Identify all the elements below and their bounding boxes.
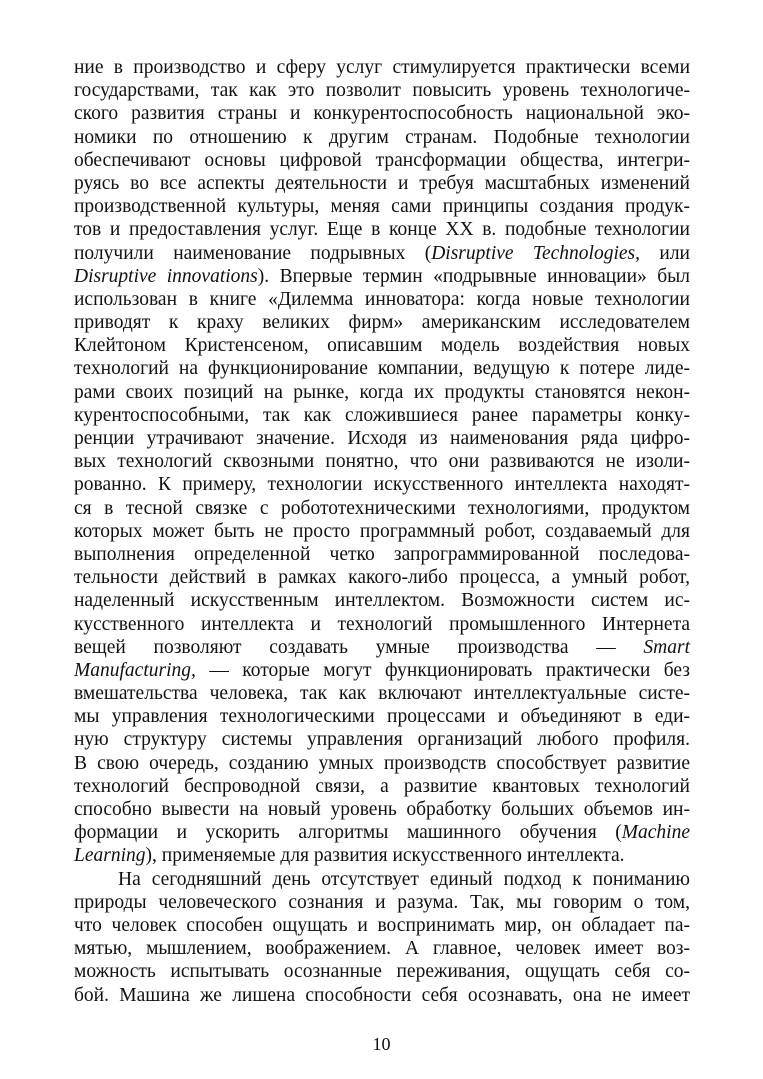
text-line: мы управления технологическими процессами и объединяют в еди- — [74, 706, 690, 728]
text-line: которых может быть не просто программный робот, создаваемый для — [74, 520, 690, 542]
text-line: вых технологий сквозными понятно, что они развиваются не изоли- — [74, 451, 690, 473]
text-line: что человек способен ощущать и воспринимать мир, он обладает па- — [74, 914, 690, 936]
text-line: Disruptive innovations). Впервые термин «подрывные инновации» был — [74, 265, 690, 287]
text-line: обеспечивают основы цифровой трансформации общества, интегри- — [74, 149, 690, 171]
text-line: вещей позволяют создавать умные производства — Smart — [74, 636, 690, 658]
text-line: вмешательства человека, так как включают интеллектуальные систе- — [74, 683, 690, 705]
text-line: производственной культуры, меняя сами принципы создания продук- — [74, 196, 690, 218]
text-line: получили наименование подрывных (Disruptive Technologies, или — [74, 242, 690, 264]
text-line: наделенный искусственным интеллектом. Возможности систем ис- — [74, 590, 690, 612]
text-line: номики по отношению к другим странам. Подобные технологии — [74, 126, 690, 148]
text-line: кусственного интеллекта и технологий промышленного Интернета — [74, 613, 690, 635]
text-line: технологий беспроводной связи, а развитие квантовых технологий — [74, 775, 690, 797]
text-line: способно вывести на новый уровень обработку больших объемов ин- — [74, 799, 690, 820]
text-line: ся в тесной связке с робототехническими технологиями, продуктом — [74, 497, 690, 519]
text-line: мятью, мышлением, воображением. А главное, человек имеет воз- — [74, 938, 690, 960]
paragraph-1 — [74, 56, 690, 868]
text-line: формации и ускорить алгоритмы машинного обучения (Machine — [74, 822, 690, 844]
page-body — [74, 56, 690, 1007]
text-line: тов и предоставления услуг. Еще в конце XX в. подобные технологии — [74, 219, 690, 241]
text-line: Клейтоном Кристенсеном, описавшим модель воздействия новых — [74, 335, 690, 357]
text-line: можность испытывать осознанные переживания, ощущать себя со- — [74, 961, 690, 983]
text-line: В свою очередь, созданию умных производств способствует развитие — [74, 752, 690, 774]
text-line: ренции утрачивают значение. Исходя из наименования ряда цифро- — [74, 428, 690, 449]
text-line: технологий на функционирование компании, ведущую к потере лиде- — [74, 358, 690, 380]
text-line: Learning), применяемые для развития искусственного интеллекта. — [74, 845, 625, 867]
text-line: выполнения определенной четко запрограммированной последова- — [74, 543, 690, 565]
page-number: 10 — [372, 1034, 391, 1054]
text-line: курентоспособными, так как сложившиеся ранее параметры конку- — [74, 404, 690, 426]
text-line: На сегодняшний день отсутствует единый подход к пониманию — [118, 868, 690, 890]
text-line: Manufacturing, — которые могут функционировать практически без — [74, 659, 690, 681]
text-line: руясь во все аспекты деятельности и требуя масштабных изменений — [74, 172, 690, 194]
text-line: природы человеческого сознания и разума. Так, мы говорим о том, — [74, 891, 690, 913]
text-line: рованно. К примеру, технологии искусственного интеллекта находят- — [74, 474, 690, 496]
text-line: использован в книге «Дилемма инноватора: когда новые технологии — [74, 288, 690, 310]
text-line: бой. Машина же лишена способности себя осознавать, она не имеет — [74, 984, 690, 1006]
text-line: приводят к краху великих фирм» американским исследователем — [74, 312, 690, 334]
paragraph-2 — [74, 868, 690, 1007]
text-line: ние в производство и сферу услуг стимулируется практически всеми — [74, 57, 690, 78]
text-line: тельности действий в рамках какого-либо процесса, а умный робот, — [74, 567, 690, 589]
text-line: ского развития страны и конкурентоспособность национальной эко- — [74, 103, 690, 125]
text-line: государствами, так как это позволит повысить уровень технологиче- — [74, 80, 690, 102]
text-line: ную структуру системы управления организаций любого профиля. — [74, 729, 690, 751]
text-line: рами своих позиций на рынке, когда их продукты становятся некон- — [74, 381, 690, 403]
